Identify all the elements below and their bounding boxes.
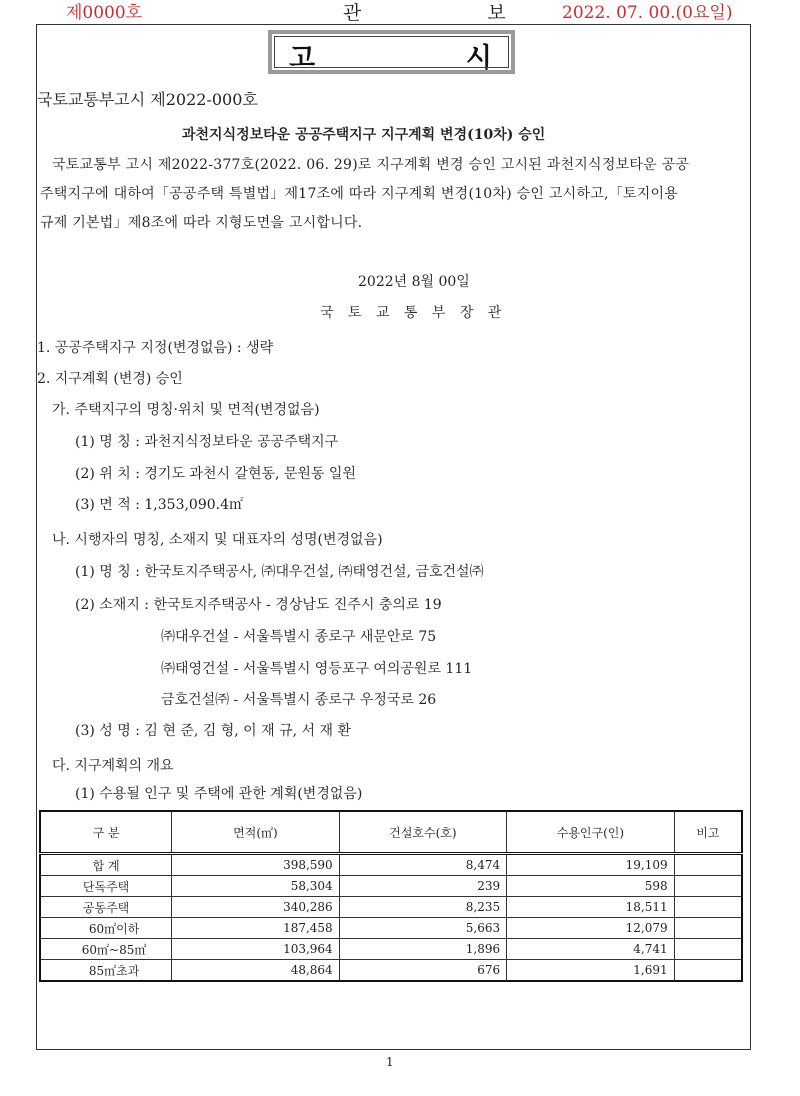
title-char-1: 고 (289, 43, 316, 74)
row-population: 19,109 (507, 854, 675, 876)
row-label (40, 960, 172, 982)
body-line-3: 규제 기본법」제8조에 따라 지형도면을 고시합니다. (40, 215, 363, 231)
row-population: 598 (507, 876, 675, 897)
row-label-text: 60㎡이하 (88, 921, 140, 936)
row-note (674, 897, 742, 918)
row-note (674, 939, 742, 960)
row-label-text: 60㎡~85㎡ (81, 942, 147, 957)
publication-name: 관 보 (343, 2, 566, 24)
row-population: 18,511 (507, 897, 675, 918)
header-units: 건설호수(호) (339, 811, 506, 854)
item-a3-area: (3) 면 적 : 1,353,090.4㎡ (75, 497, 244, 513)
title-char-2: 시 (465, 43, 492, 74)
section-2: 2. 지구계획 (변경) 승인 (37, 371, 183, 387)
row-area: 340,286 (172, 897, 340, 918)
table-row (40, 854, 742, 876)
row-area: 48,864 (172, 960, 340, 982)
section-c: 다. 지구계획의 개요 (52, 758, 174, 774)
row-population: 1,691 (507, 960, 675, 982)
section-a: 가. 주택지구의 명칭·위치 및 면적(변경없음) (52, 402, 320, 418)
row-units: 8,235 (339, 897, 506, 918)
row-area: 187,458 (172, 918, 340, 939)
item-c1: (1) 수용될 인구 및 주택에 관한 계획(변경없음) (75, 786, 363, 802)
row-population: 4,741 (507, 939, 675, 960)
table-header-row (40, 811, 742, 854)
sign-date: 2022년 8월 00일 (358, 274, 470, 290)
item-a1-name: (1) 명 칭 : 과천지식정보타운 공공주택지구 (75, 434, 339, 450)
table-row (40, 939, 742, 960)
row-label-text: 85㎡초과 (88, 963, 140, 978)
notice-subject: 과천지식정보타운 공공주택지구 지구계획 변경(10차) 승인 (182, 127, 546, 143)
section-b: 나. 시행자의 명칭, 소재지 및 대표자의 성명(변경없음) (52, 532, 383, 548)
row-area: 58,304 (172, 876, 340, 897)
item-b2-address-3: ㈜태영건설 - 서울특별시 영등포구 여의공원로 111 (161, 661, 473, 677)
row-label (40, 939, 172, 960)
body-line-1: 국토교통부 고시 제2022-377호(2022. 06. 29)로 지구계획 변경 승인 고시된 과천지식정보타운 공공 (52, 157, 690, 173)
page-number: 1 (386, 1055, 394, 1069)
row-note (674, 918, 742, 939)
issue-number: 제0000호 (66, 3, 143, 23)
row-label: 공동주택 (40, 897, 172, 918)
body-line-2: 주택지구에 대하여「공공주택 특별법」제17조에 따라 지구계획 변경(10차) 승인 고시하고,「토지이용 (40, 186, 679, 202)
row-units: 676 (339, 960, 506, 982)
row-note (674, 854, 742, 876)
row-label: 합 계 (40, 854, 172, 876)
row-label: 단독주택 (40, 876, 172, 897)
header-area: 면적(㎡) (172, 811, 340, 854)
row-note (674, 960, 742, 982)
row-label (40, 918, 172, 939)
row-units: 8,474 (339, 854, 506, 876)
table-row (40, 876, 742, 897)
section-1: 1. 공공주택지구 지정(변경없음) : 생략 (37, 340, 274, 356)
item-b2-address-2: ㈜대우건설 - 서울특별시 종로구 새문안로 75 (161, 629, 437, 645)
minister-signature: 국 토 교 통 부 장 관 (320, 305, 507, 321)
notice-number: 국토교통부고시 제2022-000호 (37, 90, 258, 109)
population-housing-table (39, 810, 743, 982)
table-row (40, 918, 742, 939)
row-area: 103,964 (172, 939, 340, 960)
row-area: 398,590 (172, 854, 340, 876)
row-population: 12,079 (507, 918, 675, 939)
table-row (40, 897, 742, 918)
item-b2-address: (2) 소재지 : 한국토지주택공사 - 경상남도 진주시 충의로 19 (75, 597, 442, 613)
item-b3-representatives: (3) 성 명 : 김 현 준, 김 형, 이 재 규, 서 재 환 (75, 723, 352, 739)
item-b2-address-4: 금호건설㈜ - 서울특별시 종로구 우정국로 26 (161, 692, 437, 708)
header-population: 수용인구(인) (507, 811, 675, 854)
header-note: 비고 (674, 811, 742, 854)
notice-title-box (268, 30, 515, 74)
item-a2-location: (2) 위 치 : 경기도 과천시 갈현동, 문원동 일원 (75, 466, 356, 482)
issue-date: 2022. 07. 00.(0요일) (562, 3, 733, 23)
row-note (674, 876, 742, 897)
item-b1-name: (1) 명 칭 : 한국토지주택공사, ㈜대우건설, ㈜태영건설, 금호건설㈜ (75, 564, 484, 580)
header-category: 구 분 (40, 811, 172, 854)
row-units: 5,663 (339, 918, 506, 939)
row-units: 1,896 (339, 939, 506, 960)
table-row (40, 960, 742, 982)
row-units: 239 (339, 876, 506, 897)
